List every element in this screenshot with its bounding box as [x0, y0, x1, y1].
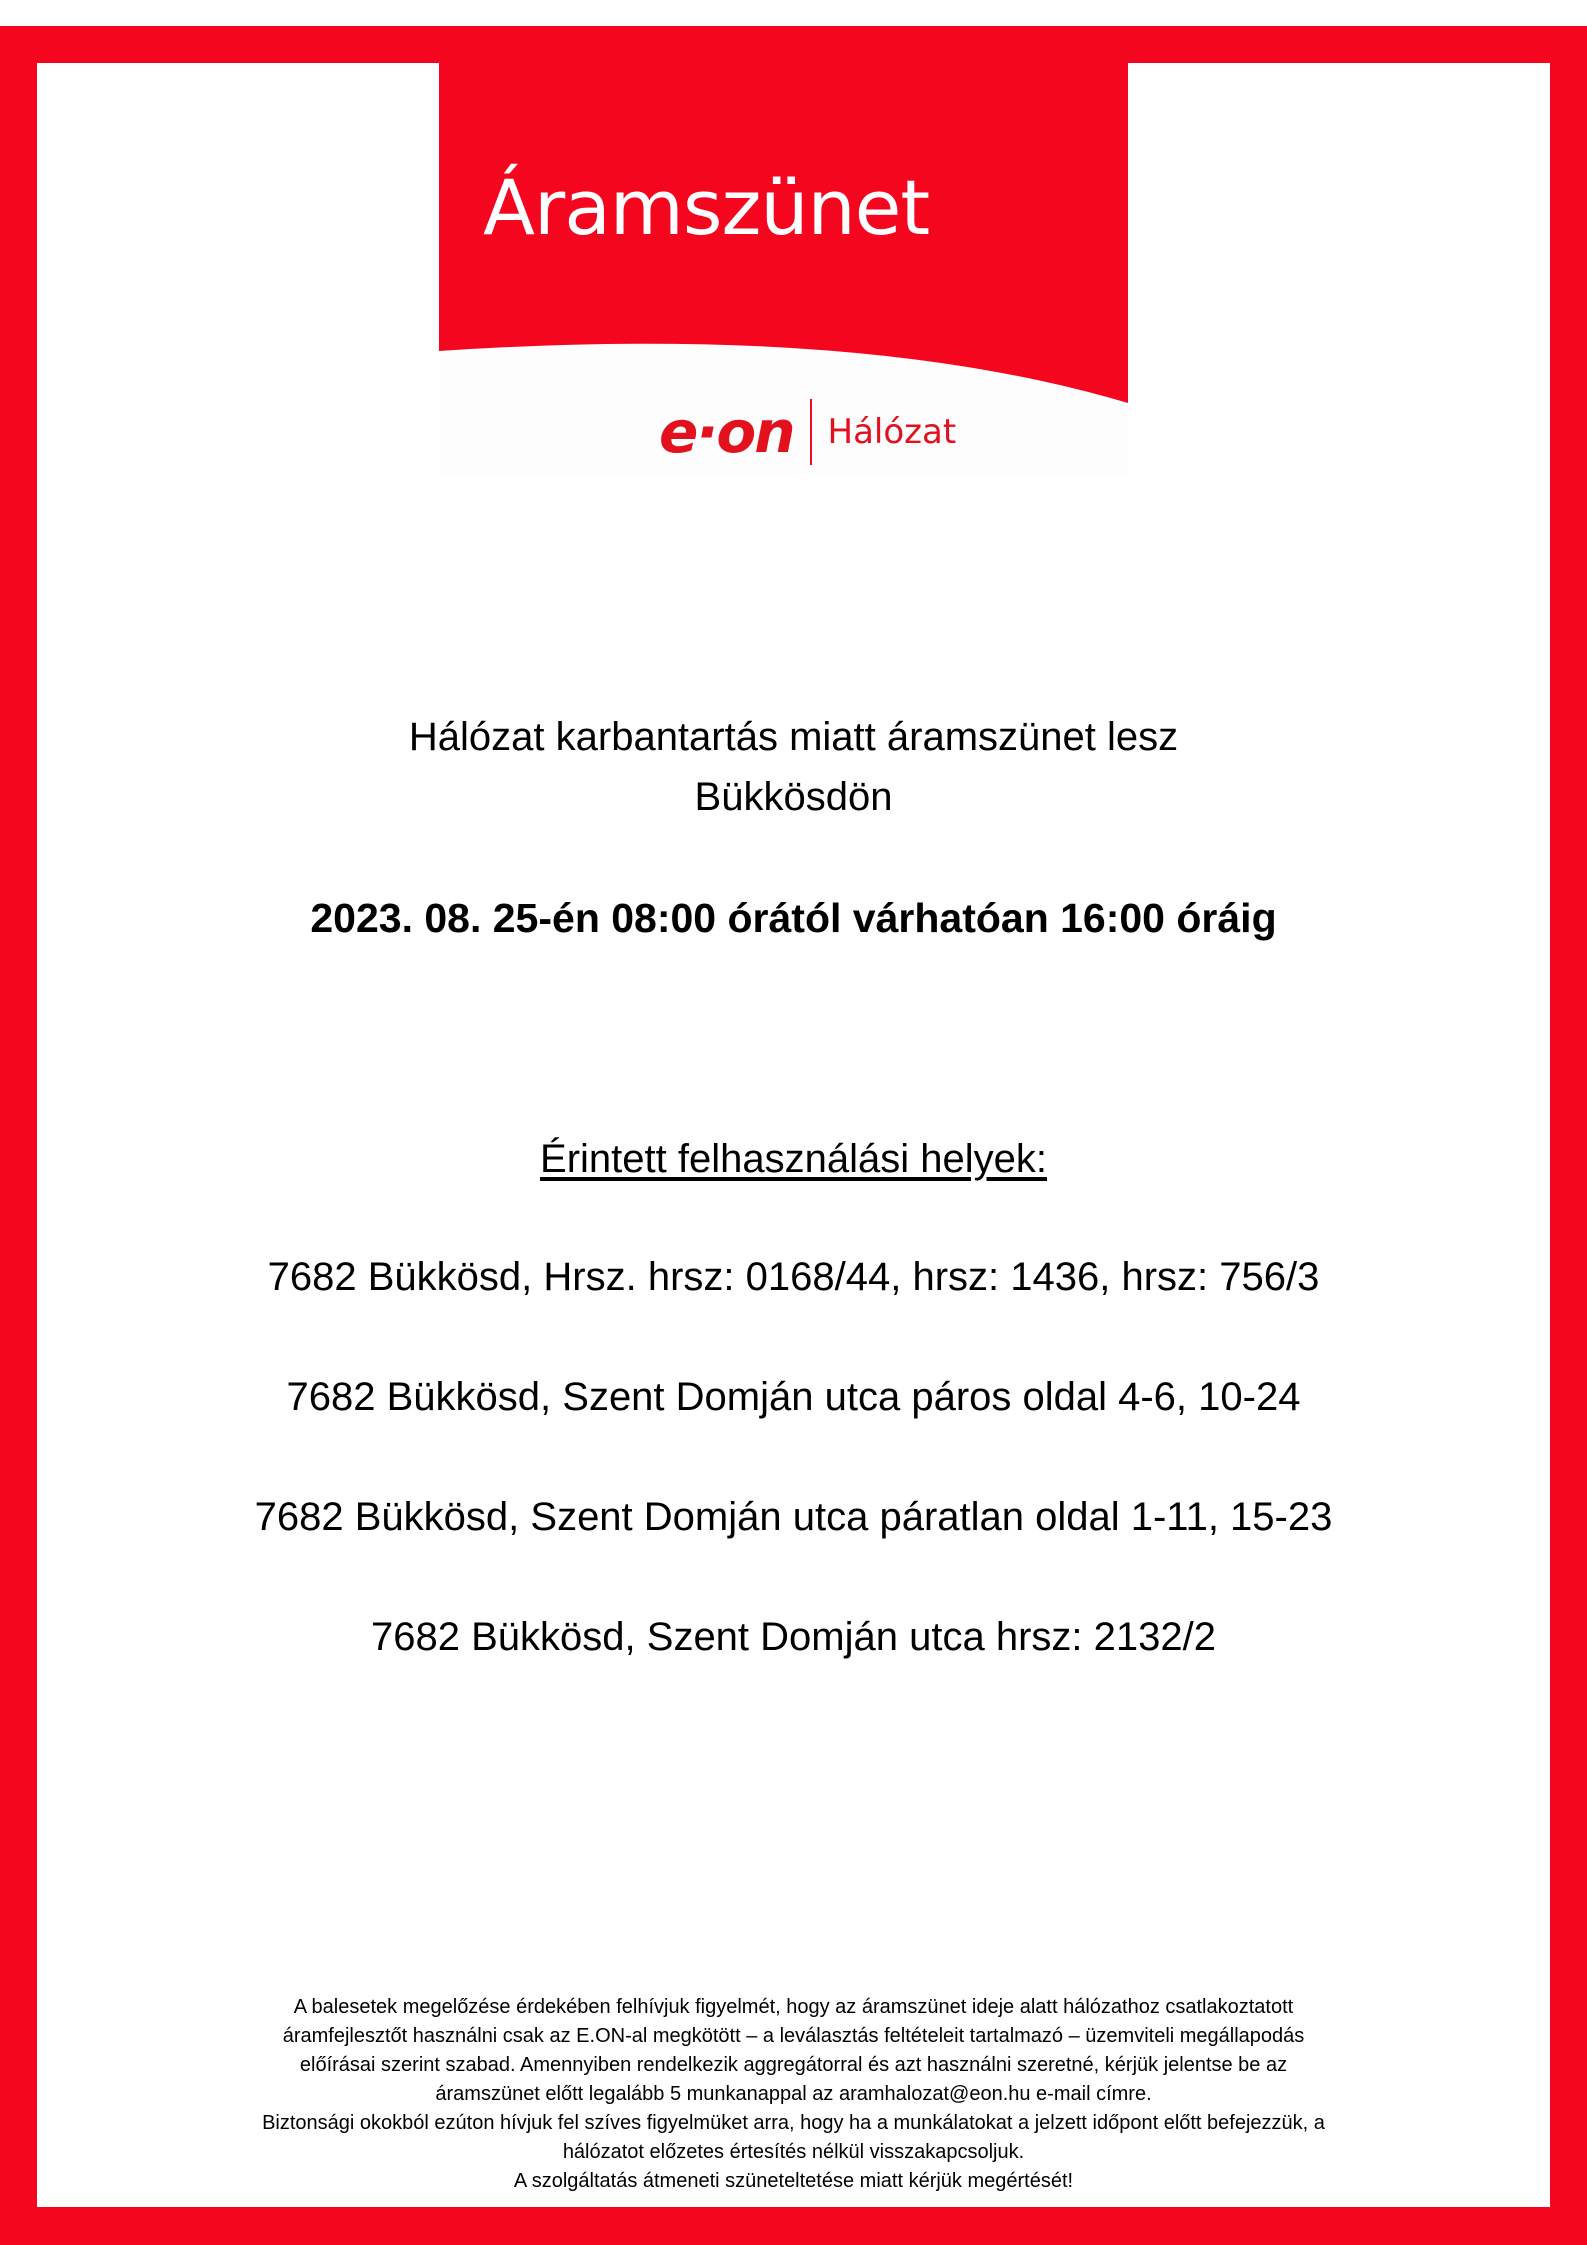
address-item: 7682 Bükkösd, Hrsz. hrsz: 0168/44, hrsz: 1436, hrsz: 756/3 [267, 1255, 1320, 1299]
footer-line: A balesetek megelőzése érdekében felhívjuk figyelmét, hogy az áramszünet ideje alatt hálózathoz csatlakoztatott [293, 1996, 1294, 2018]
notice-page [37, 63, 1550, 2207]
address-item: 7682 Bükkösd, Szent Domján utca hrsz: 2132/2 [371, 1615, 1216, 1659]
eon-logo [659, 398, 956, 466]
safety-footer [37, 1993, 1550, 2196]
outage-date: 2023. 08. 25-én 08:00 órától várhatóan 16:00 óráig [310, 895, 1277, 941]
affected-heading: Érintett felhasználási helyek: [540, 1137, 1047, 1181]
logo-divider [810, 399, 812, 465]
address-item: 7682 Bükkösd, Szent Domján utca páros oldal 4-6, 10-24 [286, 1375, 1301, 1419]
banner-title: Áramszünet [483, 163, 930, 252]
eon-banner [439, 63, 1128, 475]
address-item: 7682 Bükkösd, Szent Domján utca páratlan oldal 1-11, 15-23 [254, 1495, 1333, 1539]
eon-logo-mark: e·on [659, 398, 794, 466]
red-border-frame [0, 26, 1587, 2245]
footer-line: hálózatot előzetes értesítés nélkül visszakapcsoljuk. [562, 2141, 1025, 2163]
footer-line: Biztonsági okokból ezúton hívjuk fel szíves figyelmüket arra, hogy ha a munkálatokat a jelzett időpont előtt befejezzük, a [262, 2112, 1325, 2134]
logo-subtitle: Hálózat [827, 412, 957, 452]
footer-line: áramfejlesztőt használni csak az E.ON-al megkötött – a leválasztás feltételeit tartalmazó – üzemviteli megállapodás [282, 2025, 1305, 2047]
footer-line: előírásai szerint szabad. Amennyiben rendelkezik aggregátorral és azt használni szeretné, kérjük jelentse be az [299, 2054, 1288, 2076]
footer-line: A szolgáltatás átmeneti szüneteltetése miatt kérjük megértését! [513, 2170, 1074, 2192]
notice-line-1: Hálózat karbantartás miatt áramszünet lesz [408, 715, 1179, 759]
footer-line: áramszünet előtt legalább 5 munkanappal az aramhalozat@eon.hu e-mail címre. [435, 2083, 1152, 2105]
notice-line-2: Bükkösdön [694, 775, 893, 819]
